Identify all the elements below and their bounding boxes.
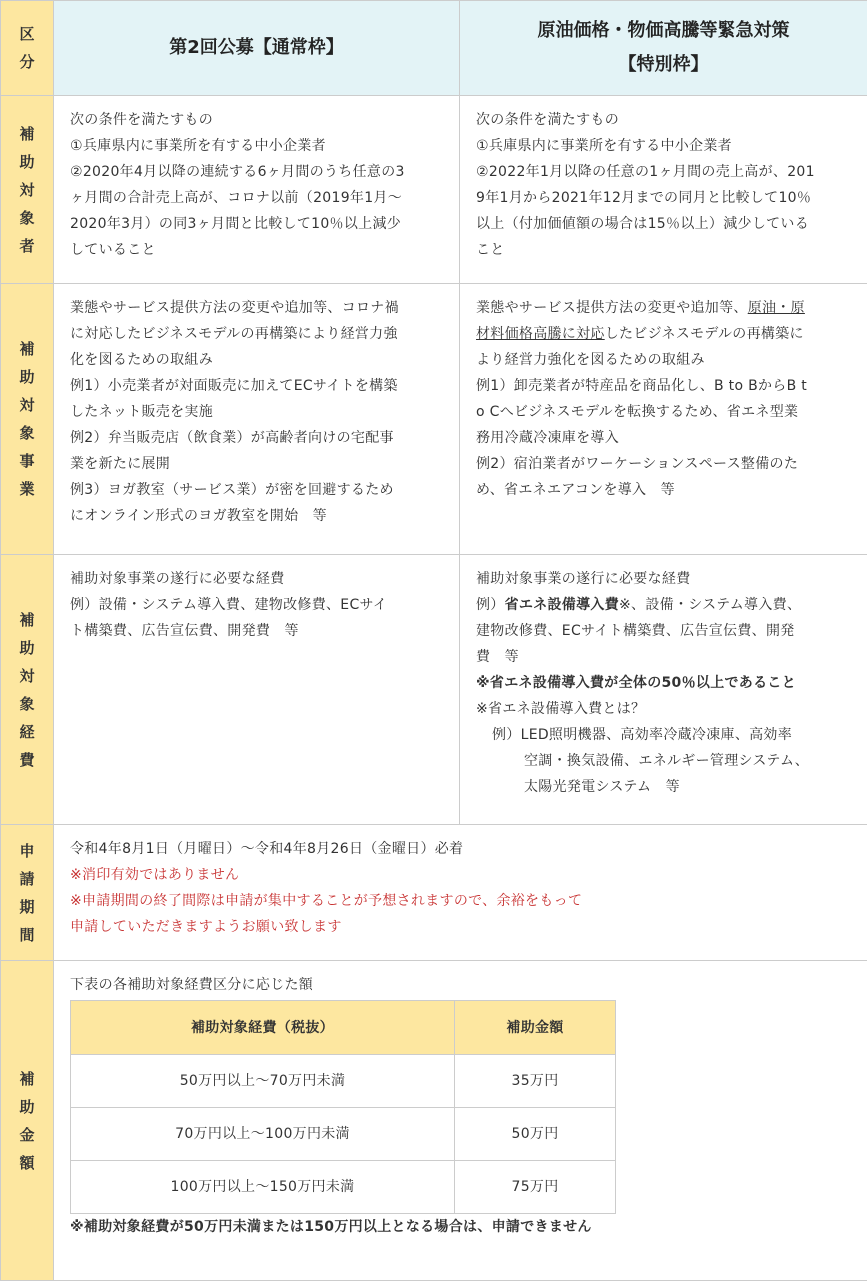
table-row: 100万円以上～150万円未満 75万円 [71,1161,616,1214]
warning-text: 申請していただきますようお願い致します [70,919,342,935]
subsidy-amount-content: 下表の各補助対象経費区分に応じた額 補助対象経費（税抜） 補助金額 50万円以上～70万円未満 35万円 70万円以上～100万円未満 50万円 100万円以上～150万円未満 75万円 ※補助対象経費が50万円未満または150万円以上となる場合は、申請できません [54,961,867,1281]
target-projects-normal: 業態やサービス提供方法の変更や追加等、コロナ禍 に対応したビジネスモデルの再構築により経営力強 化を図るための取組み 例1）小売業者が対面販売に加えてECサイトを構築 したネット販売を実施 例2）弁当販売店（飲食業）が高齢者向けの宅配事 業を新たに展開 例3）ヨガ教室（サービス業）が密を回避するため にオンライン形式のヨガ教室を開始 等 [54,284,460,555]
subsidy-table-header: 補助対象経費（税抜） 補助金額 [71,1001,616,1055]
normal-frame-header: 第2回公募【通常枠】 [54,1,460,96]
target-expenses-label: 補 助 対 象 経 費 [1,555,54,825]
warning-text: ※申請期間の終了間際は申請が集中することが予想されますので、余裕をもって [70,893,583,909]
target-expenses-row [1,555,867,825]
application-period-content: 令和4年8月1日（月曜日）～令和4年8月26日（金曜日）必着 ※消印有効ではありません ※申請期間の終了間際は申請が集中することが予想されますので、余裕をもって 申請していただきますようお願い致します [54,825,867,961]
subsidy-note: ※補助対象経費が50万円未満または150万円以上となる場合は、申請できません [70,1219,592,1235]
underlined-text: 材料価格高騰に対応 [476,326,605,342]
subsidy-amount-row [1,961,867,1281]
target-projects-special: 業態やサービス提供方法の変更や追加等、原油・原 材料価格高騰に対応したビジネスモデルの再構築に より経営力強化を図るための取組み 例1）卸売業者が特産品を商品化し、B to BからB t o Cへビジネスモデルを転換するため、省エネ型業 務用冷蔵冷凍庫を導入 例2）宿泊業者がワーケーションスペース整備のた め、省エネエアコンを導入 等 [460,284,867,555]
category-label: 区 分 [1,1,54,96]
application-period-label: 申 請 期 間 [1,825,54,961]
warning-text: ※消印有効ではありません [70,867,240,883]
subsidy-amount-label: 補 助 金 額 [1,961,54,1281]
target-projects-row [1,284,867,555]
table-row: 50万円以上～70万円未満 35万円 [71,1055,616,1108]
target-persons-special: 次の条件を満たすもの ①兵庫県内に事業所を有する中小企業者 ②2022年1月以降の任意の1ヶ月間の売上高が、201 9年1月から2021年12月までの同月と比較して10％ 以上（付加価値額の場合は15％以上）減少している こと [460,96,867,284]
subsidy-amount-table [70,1000,616,1214]
special-frame-header: 原油価格・物価高騰等緊急対策 【特別枠】 [460,1,867,96]
target-persons-row [1,96,867,284]
target-projects-label: 補 助 対 象 事 業 [1,284,54,555]
target-expenses-normal: 補助対象事業の遂行に必要な経費 例）設備・システム導入費、建物改修費、ECサイ ト構築費、広告宣伝費、開発費 等 [54,555,460,825]
target-persons-normal: 次の条件を満たすもの ①兵庫県内に事業所を有する中小企業者 ②2020年4月以降の連続する6ヶ月間のうち任意の3 ヶ月間の合計売上高が、コロナ以前（2019年1月～ 2020年3月）の同3ヶ月間と比較して10％以上減少 していること [54,96,460,284]
underlined-text: 原油・原 [747,300,805,316]
target-persons-label: 補 助 対 象 者 [1,96,54,284]
header-row [1,1,867,96]
target-expenses-special: 補助対象事業の遂行に必要な経費 例）省エネ設備導入費※、設備・システム導入費、 建物改修費、ECサイト構築費、広告宣伝費、開発 費 等 ※省エネ設備導入費が全体の50％以上であること ※省エネ設備導入費とは？ 例）LED照明機器、高効率冷蔵冷凍庫、高効率 空調・換気設備、エネルギー管理システム、 太陽光発電システム 等 [460,555,867,825]
table-row: 70万円以上～100万円未満 50万円 [71,1108,616,1161]
application-period-row [1,825,867,961]
